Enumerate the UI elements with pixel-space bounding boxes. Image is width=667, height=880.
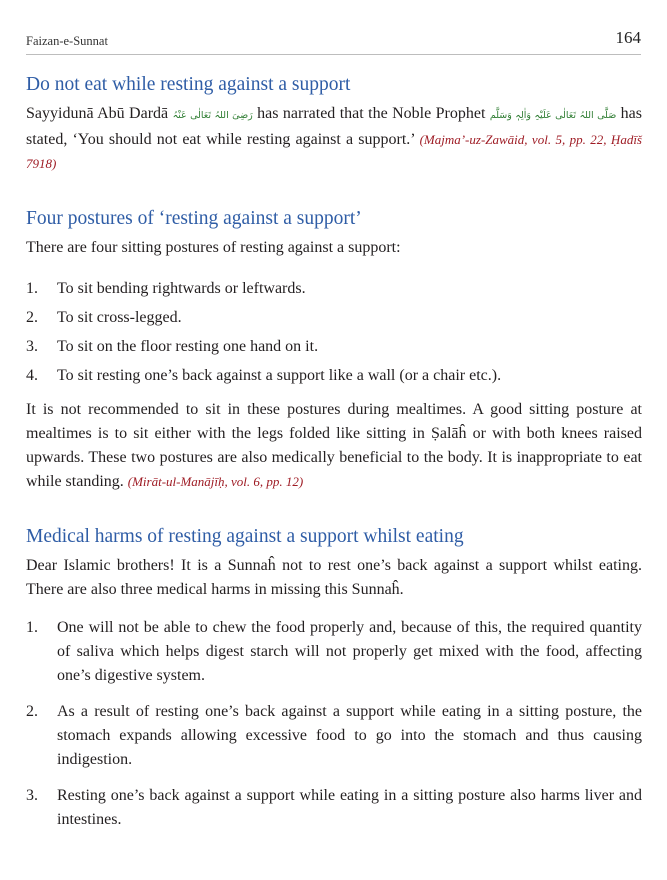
section-heading-do-not-eat: Do not eat while resting against a support xyxy=(26,74,351,95)
list-item xyxy=(26,700,642,772)
page-header xyxy=(26,26,641,55)
page-number: 164 xyxy=(615,28,641,47)
section-heading-four-postures: Four postures of ‘resting against a support’ xyxy=(26,208,362,229)
narration-text-middle: has narrated that the Noble Prophet xyxy=(252,105,490,122)
reference-citation: (Mirāt-ul-Manājīḥ, vol. 6, pp. 12) xyxy=(127,474,304,489)
medical-harms-list xyxy=(26,616,642,832)
list-text: To sit resting one’s back against a support like a wall (or a chair etc.). xyxy=(57,367,502,384)
narration-text-start: Sayyidunā Abū Dardā xyxy=(26,105,169,122)
list-number: 1. xyxy=(26,619,38,636)
list-number: 3. xyxy=(26,787,38,804)
list-item xyxy=(26,784,642,832)
list-number: 2. xyxy=(26,703,38,720)
running-title: Faizan-e-Sunnat xyxy=(26,34,108,48)
list-number: 4. xyxy=(26,367,38,384)
page-content xyxy=(26,72,642,844)
narration-text-end: has stated, ‘You should not eat while resting against a support.’ xyxy=(26,105,643,148)
list-item xyxy=(26,277,642,301)
honorific-companion: رَضِیَ اللہُ تَعَالٰی عَنْہُ xyxy=(172,110,253,121)
list-number: 3. xyxy=(26,338,38,355)
list-text: As a result of resting one’s back against a support while eating in a sitting posture, the stomach expands allowing excessive food to go into the stomach and thus causing indigestion. xyxy=(57,703,642,768)
list-text: To sit cross-legged. xyxy=(57,309,182,326)
list-item xyxy=(26,335,642,359)
list-number: 2. xyxy=(26,309,38,326)
honorific-prophet: صَلَّی اللہُ تَعَالٰی عَلَیْہِ وَاٰلِہٖ وَسَلَّم xyxy=(489,110,617,121)
list-text: To sit bending rightwards or leftwards. xyxy=(57,280,306,297)
postures-paragraph xyxy=(26,398,642,494)
list-text: To sit on the floor resting one hand on it. xyxy=(57,338,319,355)
list-item xyxy=(26,306,642,330)
postures-intro: There are four sitting postures of resting against a support: xyxy=(26,239,401,256)
list-item xyxy=(26,616,642,688)
medical-intro: Dear Islamic brothers! It is a Sunnaĥ not to rest one’s back against a support whilst eating. There are also three medical harms in missing this Sunnaĥ. xyxy=(26,557,642,598)
list-item xyxy=(26,364,642,388)
postures-list xyxy=(26,277,642,388)
postures-paragraph-text: It is not recommended to sit in these postures during mealtimes. A good sitting posture at mealtimes is to sit either with the legs folded like sitting in Ṣalāĥ or with both knees raised upwards. These two postures are also medically beneficial to the body. It is inappropriate to eat while standing. xyxy=(26,401,642,490)
narration-paragraph xyxy=(26,102,642,176)
list-number: 1. xyxy=(26,280,38,297)
reference-citation: (Majma’-uz-Zawāid, vol. 5, pp. 22, Ḥadīš 7918) xyxy=(26,132,642,171)
section-heading-medical-harms: Medical harms of resting against a support whilst eating xyxy=(26,526,464,547)
list-text: Resting one’s back against a support while eating in a sitting posture also harms liver and intestines. xyxy=(57,787,642,828)
list-text: One will not be able to chew the food properly and, because of this, the required quantity of saliva which helps digest starch will not properly get mixed with the food, affecting one’s digestive system. xyxy=(57,619,642,684)
